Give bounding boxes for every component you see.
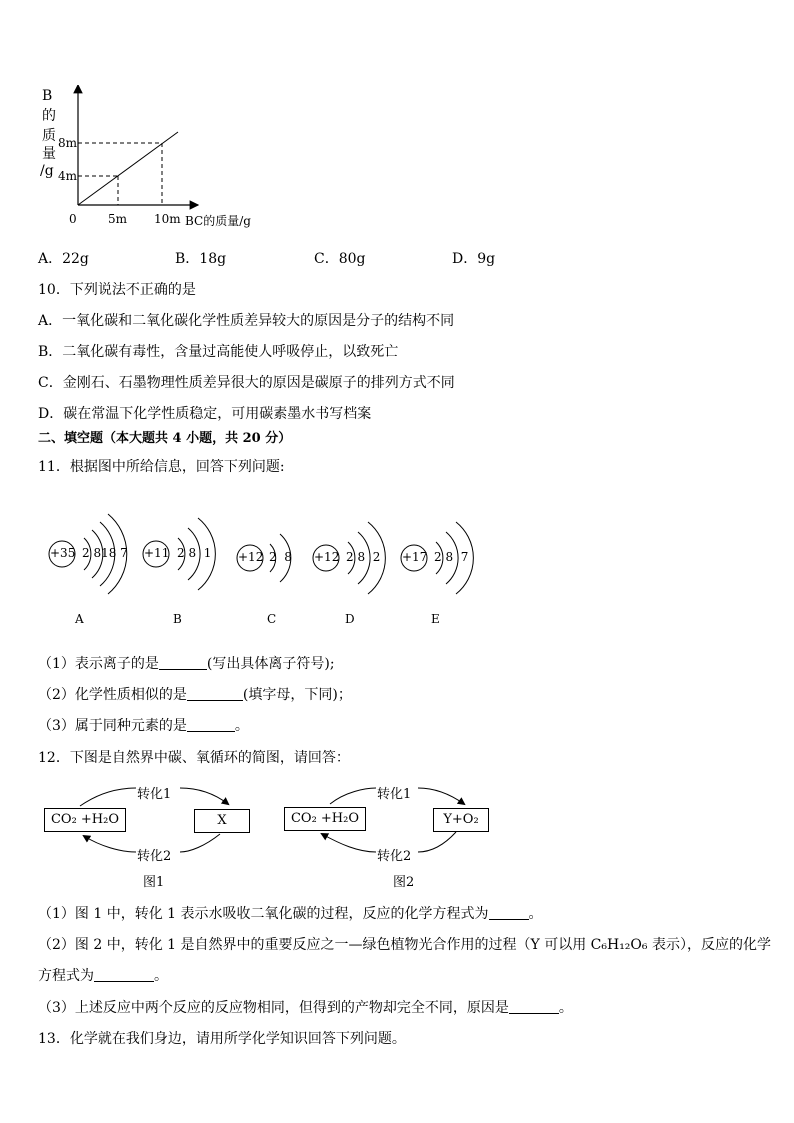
fig1-top-label: 转化1 <box>137 787 172 802</box>
atom-a-letter: A <box>75 612 84 626</box>
q11-sub3-tail: 。 <box>234 718 249 734</box>
q12-sub3-text: （3）上述反应中两个反应的反应物相同，但得到的产物却完全不同，原因是 <box>38 1000 509 1016</box>
q11-sub1-tail: (写出具体离子符号); <box>206 656 335 672</box>
y-tick-4m: 4m <box>58 169 78 183</box>
q12-sub2-tail: 。 <box>154 968 168 984</box>
fig1-left-box: CO₂ +H₂O <box>44 808 126 832</box>
atom-c-letter: C <box>267 612 277 626</box>
atom-c-shells: 2 8 <box>269 550 292 564</box>
q10-option-a: A．一氧化碳和二氧化碳化学性质差异较大的原因是分子的结构不同 <box>38 313 455 329</box>
atom-a-nucleus: +35 <box>50 546 76 560</box>
q10-option-d: D．碳在常温下化学性质稳定，可用碳素墨水书写档案 <box>38 406 372 422</box>
x-tick-0: 0 <box>69 212 77 226</box>
atom-e-letter: E <box>431 612 440 626</box>
atom-c-nucleus: +12 <box>238 550 264 564</box>
x-axis-label: BC的质量/g <box>185 214 251 228</box>
q11-sub3-text: （3）属于同种元素的是 <box>38 718 187 734</box>
q9-option-c: C．80g <box>314 251 366 267</box>
fig2-top-label: 转化1 <box>377 787 412 802</box>
q12-sub3 <box>38 999 573 1017</box>
x-tick-10m: 10m <box>154 212 181 226</box>
q11-sub3 <box>38 717 249 735</box>
fig2-left-box: CO₂ +H₂O <box>284 807 366 831</box>
atom-e-nucleus: +17 <box>402 550 428 564</box>
x-tick-5m: 5m <box>108 212 128 226</box>
q10-stem: 10．下列说法不正确的是 <box>38 282 196 298</box>
q12-sub3-blank[interactable] <box>509 999 559 1014</box>
section-title: 二、填空题（本大题共 4 小题，共 20 分） <box>38 431 292 446</box>
graph-y-label-5: /g <box>40 163 54 179</box>
q11-sub2-blank[interactable] <box>187 686 243 701</box>
graph-y-label-4: 量 <box>42 146 56 162</box>
q11-sub2 <box>38 686 352 704</box>
atom-a-shells: 2 818 7 <box>82 546 128 560</box>
q10-option-c: C．金刚石、石墨物理性质差异很大的原因是碳原子的排列方式不同 <box>38 375 455 391</box>
y-tick-8m: 8m <box>58 136 78 150</box>
fig1-right-box: X <box>194 809 250 833</box>
q12-sub1-text: （1）图 1 中，转化 1 表示水吸收二氧化碳的过程，反应的化学方程式为 <box>38 906 489 922</box>
q10-option-b: B．二氧化碳有毒性，含量过高能使人呼吸停止，以致死亡 <box>38 344 399 360</box>
fig1-caption: 图1 <box>143 875 165 890</box>
atom-d-letter: D <box>345 612 355 626</box>
mass-graph <box>38 85 278 235</box>
graph-y-label-3: 质 <box>42 128 56 144</box>
atom-diagrams <box>40 500 500 630</box>
atom-b-shells: 2 8 1 <box>177 546 212 560</box>
q11-sub2-tail: (填字母，下同)； <box>242 687 352 703</box>
graph-y-label-1: B <box>42 88 53 104</box>
q12-sub2-text: 方程式为 <box>38 968 94 984</box>
graph-y-label-2: 的 <box>42 108 56 124</box>
q9-option-b: B．18g <box>175 251 227 267</box>
atom-d-nucleus: +12 <box>314 550 340 564</box>
q9-option-d: D．9g <box>452 251 496 267</box>
atom-b-letter: B <box>173 612 182 626</box>
atom-b-nucleus: +11 <box>144 546 170 560</box>
fig2-bottom-label: 转化2 <box>377 849 412 864</box>
q13-stem: 13．化学就在我们身边，请用所学化学知识回答下列问题。 <box>38 1031 406 1047</box>
q12-sub3-tail: 。 <box>558 1000 573 1016</box>
q12-stem: 12．下图是自然界中碳、氧循环的简图，请回答： <box>38 750 350 766</box>
atom-e-shells: 2 8 7 <box>434 550 469 564</box>
fig2-right-box: Y+O₂ <box>433 808 489 832</box>
q11-sub1-blank[interactable] <box>159 655 207 670</box>
q11-sub1-text: （1）表示离子的是 <box>38 656 159 672</box>
q12-sub2-line1: （2）图 2 中，转化 1 是自然界中的重要反应之一—绿色植物光合作用的过程（Y 可以用 C₆H₁₂O₆ 表示），反应的化学 <box>38 937 771 953</box>
q11-sub1 <box>38 655 335 673</box>
fig2-caption: 图2 <box>393 875 415 890</box>
fig1-bottom-label: 转化2 <box>137 849 172 864</box>
q11-sub3-blank[interactable] <box>187 717 235 732</box>
q12-sub1 <box>38 905 543 923</box>
q12-sub2-blank[interactable] <box>94 967 154 982</box>
q12-sub1-blank[interactable] <box>489 905 529 920</box>
q9-option-a: A．22g <box>38 251 89 267</box>
atom-d-shells: 2 8 2 <box>346 550 381 564</box>
q11-sub2-text: （2）化学性质相似的是 <box>38 687 187 703</box>
q11-stem: 11．根据图中所给信息，回答下列问题: <box>38 459 285 475</box>
q12-sub2-line2 <box>38 967 168 985</box>
q12-sub1-tail: 。 <box>528 906 543 922</box>
